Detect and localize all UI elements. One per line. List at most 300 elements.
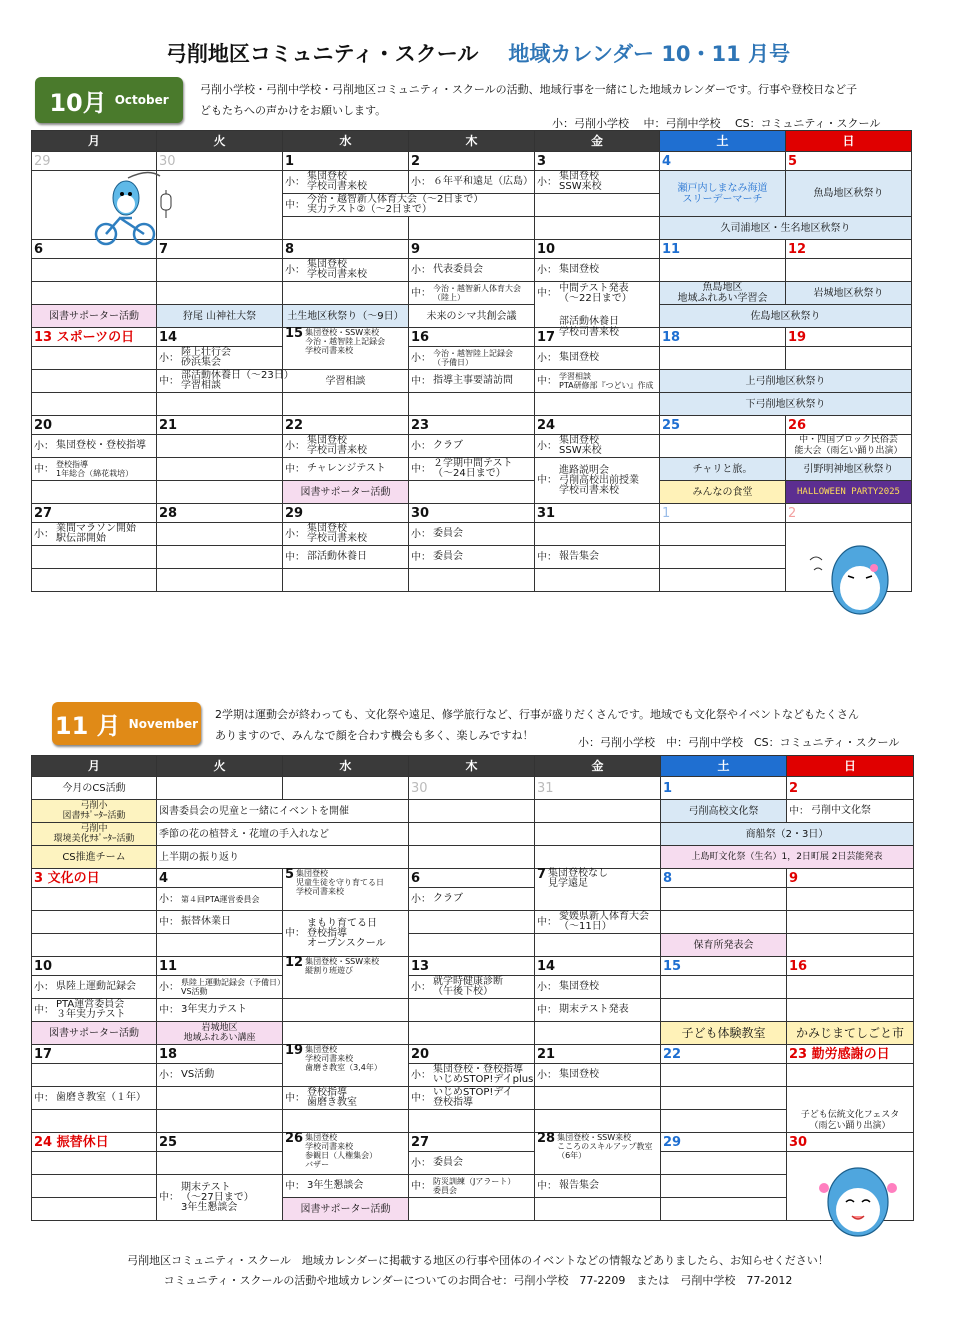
calendar-cell — [535, 1175, 661, 1198]
calendar-cell: 引野明神地区秋祭り — [786, 458, 912, 481]
calendar-cell — [32, 481, 157, 504]
calendar-cell: 15 集団登校・SSW来校 今治・越智陸上記録会 学校司書来校 — [283, 328, 409, 370]
calendar-cell — [535, 800, 661, 823]
event-text: 学習相談 PTA研修部『つどい』作成 — [559, 372, 654, 390]
calendar-cell: 日 — [786, 131, 912, 152]
calendar-cell: 弓削中 環境美化ｻﾎﾟｰﾀｰ活動 — [32, 823, 157, 846]
day-number: 29 — [32, 152, 157, 171]
calendar-cell — [157, 523, 283, 546]
calendar-cell: 商船祭（2・3日） — [661, 823, 914, 846]
event-text: 就学時健康診断 （午後下校） — [433, 976, 503, 997]
calendar-cell: 3 文化の日 — [32, 869, 157, 888]
calendar-cell: 1 — [661, 777, 787, 800]
school-label: 小： — [34, 440, 54, 452]
calendar-cell — [32, 1152, 157, 1175]
calendar-cell — [32, 976, 157, 999]
calendar-cell: 上弓削地区秋祭り — [660, 370, 912, 393]
event-text: クラブ — [433, 893, 463, 904]
calendar-cell — [535, 934, 661, 957]
calendar-cell — [32, 546, 157, 569]
calendar-cell — [535, 1198, 661, 1221]
calendar-cell — [409, 846, 535, 869]
school-label: 中： — [285, 463, 305, 475]
calendar-cell: 4 — [660, 152, 786, 171]
calendar-cell — [157, 1152, 283, 1175]
calendar-cell — [409, 1064, 535, 1087]
school-label: 中： — [537, 475, 557, 486]
calendar-cell — [535, 458, 660, 504]
calendar-cell: 土生地区秋祭り（〜9日） — [283, 305, 409, 328]
november-calendar — [31, 755, 914, 1221]
calendar-cell — [157, 999, 283, 1022]
school-label: 小： — [537, 1069, 557, 1081]
calendar-cell — [32, 1087, 157, 1110]
calendar-cell: 狩尾 山神社大祭 — [157, 305, 283, 328]
calendar-cell: 弓削高校文化祭 — [661, 800, 787, 823]
calendar-cell: 9 — [787, 869, 914, 888]
november-legend: 小：弓削小学校 中：弓削中学校 CS：コミュニティ・スクール — [578, 736, 900, 749]
school-label: 小： — [537, 176, 557, 188]
calendar-cell: 24 振替休日 — [32, 1133, 157, 1152]
school-label: 小： — [411, 352, 431, 364]
calendar-cell: HALLOWEEN PARTY2025 — [786, 481, 912, 504]
event-text: 委員会 — [433, 528, 463, 539]
calendar-cell — [157, 458, 283, 481]
calendar-cell: 月 — [32, 131, 157, 152]
calendar-cell — [535, 911, 661, 934]
calendar-cell — [660, 259, 786, 282]
calendar-cell — [409, 259, 535, 282]
calendar-cell — [535, 1110, 661, 1133]
calendar-cell — [32, 393, 157, 416]
calendar-cell — [32, 999, 157, 1022]
calendar-cell: 2 — [786, 504, 912, 523]
calendar-cell: 25 — [157, 1133, 283, 1152]
lantern-icon — [158, 190, 174, 218]
calendar-cell — [283, 259, 409, 282]
calendar-cell: 27 — [409, 1133, 535, 1152]
event-text: クラブ — [433, 440, 463, 451]
calendar-cell — [32, 523, 157, 546]
calendar-cell: 7 — [157, 240, 283, 259]
school-label: 中： — [411, 375, 431, 387]
calendar-cell: 弓削小 図書ｻﾎﾟｰﾀｰ活動 — [32, 800, 157, 823]
event-text: 弓削中文化祭 — [811, 805, 871, 816]
calendar-cell — [409, 282, 535, 305]
footer-contact: コミュニティ・スクールの活動や地域カレンダーについてのお問合せ：弓削小学校 77-2209 または 弓削中学校 77-2012 — [163, 1274, 793, 1287]
calendar-cell — [409, 523, 535, 546]
calendar-cell: 25 — [660, 416, 786, 435]
calendar-cell — [409, 435, 535, 458]
school-label: 小： — [411, 528, 431, 540]
calendar-cell: 17 — [32, 1045, 157, 1064]
calendar-cell — [157, 481, 283, 504]
calendar-cell: 火 — [157, 131, 283, 152]
calendar-cell: 11 — [660, 240, 786, 259]
calendar-cell — [535, 546, 660, 569]
calendar-cell — [157, 934, 283, 957]
calendar-cell — [409, 569, 535, 592]
calendar-cell — [283, 458, 409, 481]
calendar-cell: 13 — [409, 957, 535, 976]
school-label: 中： — [537, 288, 557, 299]
calendar-cell: 図書サポーター活動 — [32, 305, 157, 328]
calendar-cell — [535, 569, 660, 592]
calendar-cell: 水 — [283, 131, 409, 152]
calendar-cell: 31 — [535, 777, 661, 800]
calendar-cell: 18 — [660, 328, 786, 347]
school-label: 小： — [285, 264, 305, 276]
event-text: 愛媛県新人体育大会 （〜11日） — [559, 911, 649, 932]
calendar-cell — [787, 934, 914, 957]
calendar-cell — [409, 546, 535, 569]
school-label: 小： — [34, 981, 54, 993]
calendar-cell: 1 — [660, 504, 786, 523]
calendar-cell — [661, 888, 787, 911]
event-text: チャレンジテスト — [307, 463, 386, 474]
calendar-cell — [283, 546, 409, 569]
calendar-cell — [535, 846, 661, 869]
calendar-cell — [660, 347, 786, 370]
calendar-cell — [535, 393, 660, 416]
calendar-cell: 23 勤労感謝の日 — [787, 1045, 914, 1064]
event-text: 今治・越智新人体育大会 （陸上） — [433, 284, 521, 302]
november-badge: 11 月 November — [52, 702, 201, 745]
event-text: 陸上壮行会 砂浜集会 — [181, 347, 231, 368]
calendar-cell: 30 — [157, 152, 283, 171]
calendar-cell — [32, 1175, 157, 1198]
mascot-bike-illustration — [88, 168, 168, 248]
calendar-cell: 図書サポーター活動 — [283, 1198, 409, 1221]
event-text: 集団登校 — [559, 352, 599, 363]
calendar-cell — [661, 999, 787, 1022]
october-legend: 小：弓削小学校 中：弓削中学校 CS：コミュニティ・スクール — [552, 117, 881, 130]
calendar-cell — [535, 1022, 661, 1045]
calendar-cell: 16 — [409, 328, 535, 347]
calendar-cell — [409, 1087, 535, 1110]
calendar-cell — [409, 347, 535, 370]
calendar-cell: 6 — [32, 240, 157, 259]
calendar-cell: 13 スポーツの日 — [32, 328, 157, 347]
calendar-cell: 佐島地区秋祭り — [660, 305, 912, 328]
calendar-cell: 4 — [157, 869, 283, 888]
calendar-cell: 子ども伝統文化フェスタ （雨乞い踊り出演） — [787, 1087, 914, 1133]
november-intro: 2学期は運動会が終わっても、文化祭や遠足、修学旅行など、行事が盛りだくさんです。地域でも文化祭やイベントなどもたくさん ありますので、みんなで顔を合わす機会も多く、楽しみですね！ — [215, 708, 860, 742]
school-label: 中： — [411, 287, 431, 299]
event-text: 報告集会 — [559, 1180, 599, 1191]
calendar-cell: 学習相談 — [283, 370, 409, 393]
calendar-cell: 21 — [535, 1045, 661, 1064]
school-label: 小： — [411, 1069, 431, 1081]
calendar-cell: 12 — [786, 240, 912, 259]
calendar-cell — [409, 823, 535, 846]
school-label: 小： — [411, 981, 431, 993]
event-text: 3年生懇談会 — [307, 1180, 364, 1191]
school-label: 小： — [34, 528, 54, 540]
calendar-cell — [157, 888, 283, 911]
calendar-cell: 21 — [157, 416, 283, 435]
calendar-cell: 金 — [535, 756, 661, 777]
calendar-cell — [409, 458, 535, 481]
calendar-cell: 子ども体験教室 — [661, 1022, 787, 1045]
calendar-cell — [283, 1175, 409, 1198]
calendar-cell: 29 — [283, 504, 409, 523]
event-text: 集団登校 学校司書来校 歯磨き教室（3,4年） — [305, 1045, 382, 1072]
school-label: 小： — [285, 440, 305, 452]
calendar-cell: 9 — [409, 240, 535, 259]
calendar-cell: 岩城地区 地域ふれあい講座 — [157, 1022, 283, 1045]
event-text: 集団登校 学校司書来校 — [307, 259, 367, 280]
calendar-cell — [661, 1175, 787, 1198]
calendar-cell: 久司浦地区・生名地区秋祭り — [660, 217, 912, 240]
calendar-cell — [283, 523, 409, 546]
calendar-cell — [660, 546, 786, 569]
event-text: 進路説明会 弓削高校出前授業 学校司書来校 — [559, 464, 639, 496]
calendar-cell: 未来のシマ共創会議 — [409, 305, 535, 328]
calendar-cell — [283, 435, 409, 458]
calendar-cell: 7 集団登校なし 見学遠足 — [535, 869, 661, 911]
calendar-cell — [32, 282, 157, 305]
event-text: 集団登校 学校司書来校 — [307, 435, 367, 456]
calendar-cell — [157, 259, 283, 282]
calendar-cell — [283, 1022, 409, 1045]
calendar-cell — [157, 393, 283, 416]
calendar-cell — [157, 911, 283, 934]
school-label: 中： — [537, 551, 557, 563]
calendar-cell — [409, 1175, 535, 1198]
calendar-cell — [786, 259, 912, 282]
event-text: 3年実力テスト — [181, 1004, 247, 1015]
event-text: 集団登校・登校指導 — [56, 440, 146, 451]
calendar-cell: 水 — [283, 756, 409, 777]
calendar-cell — [283, 569, 409, 592]
october-intro: 弓削小学校・弓削中学校・弓削地区コミュニティ・スクールの活動、地域行事を一緒にした地域カレンダーです。行事や登校日など子 どもたちへの声かけをお願いします。 — [200, 83, 858, 117]
calendar-cell — [535, 523, 660, 546]
calendar-cell — [535, 347, 660, 370]
event-text: 今治・越智新人体育大会（〜2日まで） 実力テスト②（〜2日まで） — [307, 194, 484, 215]
event-text: 中間テスト発表 （〜22日まで） — [559, 282, 632, 304]
event-text: 集団登校 SSW来校 — [559, 435, 602, 456]
event-text: 集団登校なし 見学遠足 — [548, 868, 609, 889]
calendar-cell — [32, 1198, 157, 1221]
calendar-cell: 30 — [409, 777, 535, 800]
school-label: 中： — [34, 1004, 54, 1016]
calendar-cell: 11 — [157, 957, 283, 976]
calendar-cell — [32, 1110, 157, 1133]
school-label: 中： — [285, 1092, 305, 1104]
calendar-cell: 図書サポーター活動 — [32, 1022, 157, 1045]
school-label: 中： — [285, 1180, 305, 1192]
calendar-cell: 24 — [535, 416, 660, 435]
calendar-cell — [157, 777, 283, 800]
calendar-cell: チャリと旅。 — [660, 458, 786, 481]
event-text: ６年平和遠足（広島） — [433, 176, 533, 187]
calendar-cell: 5 集団登校 児童生徒を守り育てる日 学校司書来校 — [283, 869, 409, 911]
school-label: 中： — [537, 1180, 557, 1192]
calendar-cell: 1 — [283, 152, 409, 171]
calendar-cell — [787, 1064, 914, 1087]
calendar-cell: 23 — [409, 416, 535, 435]
calendar-cell: 木 — [409, 131, 535, 152]
school-label: 中： — [537, 916, 557, 928]
school-label: 小： — [537, 264, 557, 276]
event-text: 登校指導 歯磨き教室 — [307, 1087, 357, 1108]
school-label: 小： — [537, 440, 557, 452]
event-text: 防災訓練（Jアラート） 委員会 — [433, 1177, 516, 1195]
calendar-cell — [32, 370, 157, 393]
calendar-cell: 季節の花の植替え・花壇の手入れなど — [157, 823, 409, 846]
calendar-cell: 下弓削地区秋祭り — [660, 393, 912, 416]
calendar-cell: 16 — [787, 957, 914, 976]
calendar-cell — [32, 1064, 157, 1087]
calendar-cell — [660, 523, 786, 546]
calendar-cell: 26 集団登校 学校司書来校 参観日（人権集会） バザー — [283, 1133, 409, 1175]
calendar-cell: 20 — [409, 1045, 535, 1064]
event-text: 集団登校・SSW来校 今治・越智陸上記録会 学校司書来校 — [305, 328, 386, 355]
event-text: 歯磨き教室（１年） — [56, 1092, 146, 1103]
calendar-cell: 19 — [786, 328, 912, 347]
event-text: ２学期中間テスト （〜24日まで） — [433, 458, 513, 479]
event-text: 県陸上運動記録会（予備日） VS活動 — [181, 978, 285, 996]
calendar-cell: 2 — [409, 152, 535, 171]
school-label: 小： — [411, 1157, 431, 1169]
calendar-cell — [409, 934, 535, 957]
school-label: 中： — [537, 375, 557, 387]
calendar-cell — [283, 282, 409, 305]
calendar-cell: 5 — [786, 152, 912, 171]
calendar-cell — [283, 171, 409, 194]
calendar-cell — [787, 888, 914, 911]
calendar-cell — [535, 1087, 661, 1110]
calendar-cell — [409, 911, 535, 934]
school-label: 中： — [159, 375, 179, 387]
event-text: 第４回PTA運営委員会 — [181, 894, 260, 904]
calendar-cell — [535, 976, 661, 999]
calendar-cell — [535, 1064, 661, 1087]
event-text: VS活動 — [181, 1069, 215, 1080]
school-label: 中： — [789, 805, 809, 817]
event-text: 指導主事要請訪問 — [433, 375, 513, 386]
event-text: 業間マラソン開始 駅伝部開始 — [56, 523, 136, 544]
calendar-cell — [157, 976, 283, 999]
school-label: 中： — [411, 463, 431, 475]
calendar-cell: かみじまてしごと市 — [787, 1022, 914, 1045]
calendar-cell: 31 — [535, 504, 660, 523]
calendar-cell: 魚島地区秋祭り — [786, 171, 912, 217]
event-text: 委員会 — [433, 551, 463, 562]
calendar-cell — [660, 435, 786, 458]
event-text: 集団登校 学校司書来校 — [307, 523, 367, 544]
weekday-header — [32, 131, 912, 152]
school-label: 中： — [411, 1092, 431, 1104]
calendar-cell — [535, 217, 660, 240]
calendar-cell — [409, 999, 535, 1022]
calendar-cell: 19 集団登校 学校司書来校 歯磨き教室（3,4年） — [283, 1045, 409, 1087]
calendar-cell — [157, 171, 283, 240]
calendar-cell: 上島町文化祭（生名）1，2日町展 2日芸能発表 — [661, 846, 914, 869]
calendar-cell — [661, 976, 787, 999]
calendar-cell — [157, 546, 283, 569]
calendar-cell — [32, 934, 157, 957]
calendar-cell — [535, 435, 660, 458]
calendar-cell — [409, 888, 535, 911]
calendar-cell: 29 — [661, 1133, 787, 1152]
calendar-cell: 日 — [787, 756, 914, 777]
calendar-cell — [283, 393, 409, 416]
school-label: 中： — [411, 1180, 431, 1192]
calendar-cell — [283, 1110, 409, 1133]
calendar-cell: 土 — [660, 131, 786, 152]
calendar-cell — [283, 911, 409, 957]
calendar-cell: 3 — [535, 152, 660, 171]
event-text: 今治・越智陸上記録会 （予備日） — [433, 349, 513, 367]
calendar-cell — [283, 1087, 409, 1110]
calendar-cell: 上半期の振り返り — [157, 846, 409, 869]
calendar-cell — [535, 171, 660, 194]
calendar-cell — [283, 999, 409, 1022]
calendar-cell: 金 — [535, 131, 660, 152]
calendar-cell — [157, 370, 294, 393]
event-text: いじめSTOP!デイ 登校指導 — [433, 1087, 513, 1108]
calendar-cell — [409, 393, 535, 416]
school-label: 小： — [285, 176, 305, 188]
calendar-cell — [283, 777, 409, 800]
school-label: 小： — [285, 528, 305, 540]
calendar-cell — [409, 1198, 535, 1221]
calendar-cell: 瀬戸内しまなみ海道 スリーデーマーチ — [660, 171, 786, 217]
school-label: 小： — [159, 981, 179, 993]
calendar-cell: CS推進チーム — [32, 846, 157, 869]
event-text: 集団登校・SSW来校 縦割り班遊び — [305, 957, 380, 975]
calendar-cell: 10 — [535, 240, 660, 259]
calendar-cell — [157, 347, 283, 370]
event-text: 集団登校 — [559, 1069, 599, 1080]
calendar-cell: 木 — [409, 756, 535, 777]
school-label: 小： — [159, 352, 179, 364]
school-label: 中： — [537, 1004, 557, 1016]
calendar-cell — [661, 1198, 787, 1221]
calendar-cell — [787, 911, 914, 934]
calendar-cell — [409, 217, 535, 240]
school-label: 中： — [34, 1092, 54, 1104]
calendar-cell — [409, 370, 535, 393]
event-text: 集団登校 — [559, 981, 599, 992]
calendar-cell — [409, 171, 535, 194]
calendar-cell: 22 — [283, 416, 409, 435]
event-text: PTA運営委員会 ３年実力テスト — [56, 999, 126, 1020]
calendar-cell — [157, 282, 283, 305]
event-text: まもり育てる日 登校指導 オープンスクール — [307, 917, 386, 949]
calendar-cell: 土 — [661, 756, 787, 777]
calendar-cell: 18 — [157, 1045, 283, 1064]
calendar-cell — [409, 976, 535, 999]
event-text: 集団登校 — [559, 264, 599, 275]
calendar-cell: 図書委員会の児童と一緒にイベントを開催 — [157, 800, 409, 823]
calendar-cell — [32, 259, 157, 282]
calendar-cell — [660, 569, 786, 592]
calendar-cell: 図書サポーター活動 — [283, 481, 409, 504]
calendar-cell — [661, 1064, 787, 1087]
calendar-cell — [157, 569, 283, 592]
event-text: 集団登校 SSW来校 — [559, 171, 602, 192]
calendar-cell — [535, 999, 661, 1022]
school-label: 小： — [411, 176, 431, 188]
event-text: 期末テスト発表 — [559, 1004, 629, 1015]
event-text: 部活動休養日 — [307, 551, 367, 562]
school-label: 中： — [159, 916, 179, 928]
calendar-cell — [409, 1152, 535, 1175]
calendar-cell: 28 集団登校・SSW来校 こころのスキルアップ教室 （6年） — [535, 1133, 661, 1175]
